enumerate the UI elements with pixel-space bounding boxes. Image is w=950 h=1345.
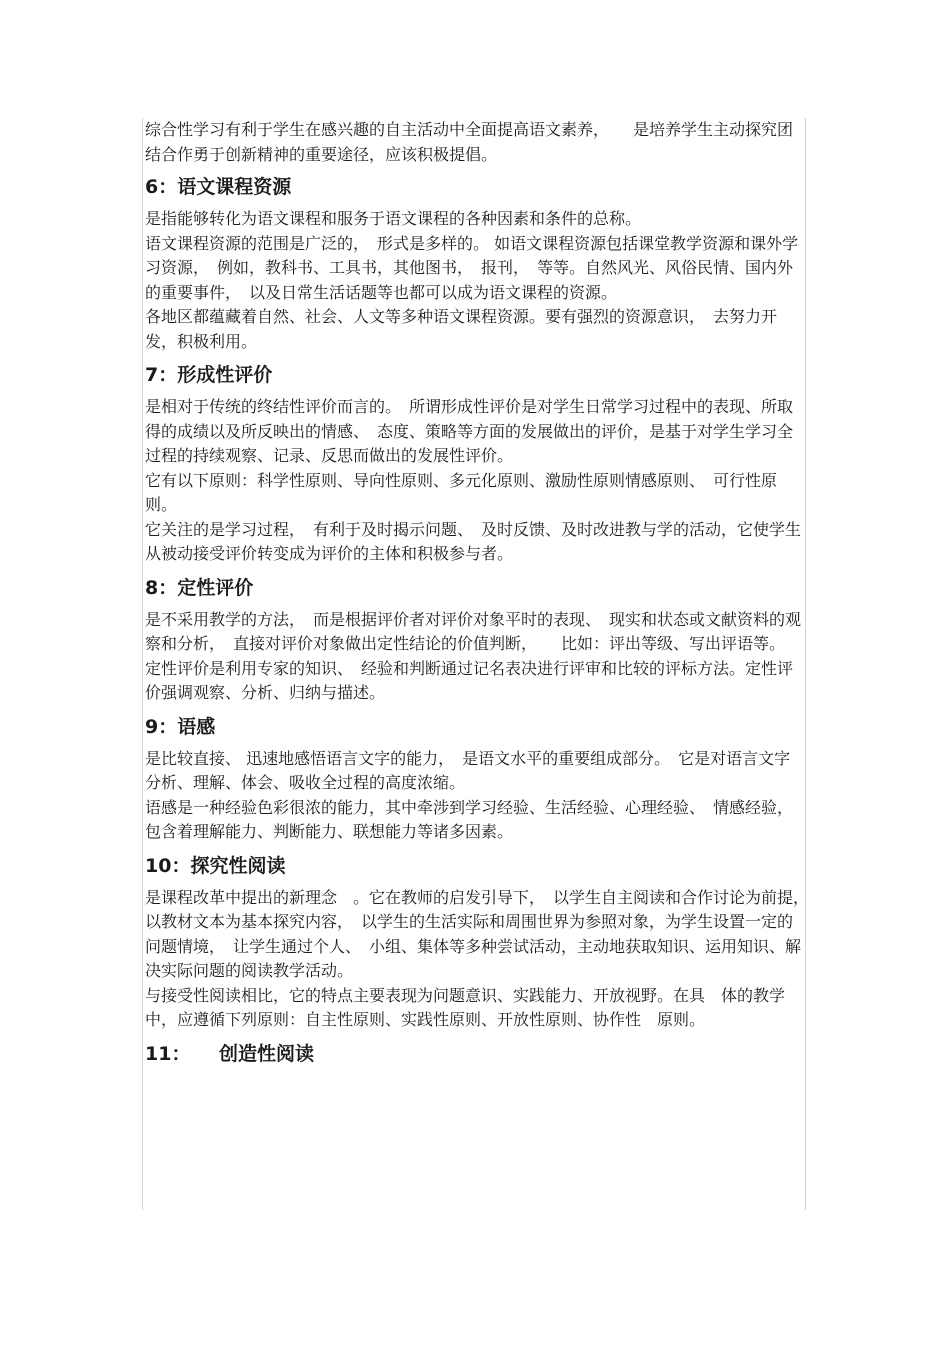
paragraph: 与接受性阅读相比，它的特点主要表现为问题意识、实践能力、开放视野。在具 体的教学中，应遵循下列原则：自主性原则、实践性原则、开放性原则、协作性 原则。 [145, 985, 786, 1029]
paragraph: 是比较直接、 迅速地感悟语言文字的能力， 是语文水平的重要组成部分。 它是对语言文字分析、理解、体会、吸收全过程的高度浓缩。 [145, 748, 791, 792]
paragraph: 各地区都蕴藏着自然、社会、人文等多种语文课程资源。要有强烈的资源意识， 去努力开发，积极利用。 [145, 307, 778, 351]
paragraph: 语文课程资源的范围是广泛的， 形式是多样的。 如语文课程资源包括课堂教学资源和课外学习资源， 例如，教科书、工具书，其他图书， 报刊， 等等。自然风光、风俗民情、国内外的重要事件， 以及日常生活话题等也都可以成为语文课程的资源。 [145, 233, 799, 302]
paragraph: 是不采用教学的方法， 而是根据评价者对评价对象平时的表现、 现实和状态或文献资料的观察和分析， 直接对评价对象做出定性结论的价值判断， 比如：评出等级、写出评语等。 [145, 609, 802, 653]
section-heading-7: 7：形成性评价 [145, 364, 273, 386]
paragraph: 是课程改革中提出的新理念 。它在教师的启发引导下， 以学生自主阅读和合作讨论为前提， 以教材文本为基本探究内容， 以学生的生活实际和周围世界为参照对象，为学生设置一定的问题情境， 让学生通过个人、 小组、集体等多种尝试活动，主动地获取知识、运用知识、解决实际问题的阅读教学活动。 [145, 887, 818, 980]
section-heading-10: 10：探究性阅读 [145, 854, 286, 877]
paragraph: 语感是一种经验色彩很浓的能力，其中牵涉到学习经验、生活经验、心理经验、 情感经验，包含着理解能力、判断能力、联想能力等诸多因素。 [145, 797, 794, 841]
paragraph: 它有以下原则：科学性原则、导向性原则、多元化原则、激励性原则情感原则、 可行性原则。 [145, 470, 778, 514]
paragraph: 是指能够转化为语文课程和服务于语文课程的各种因素和条件的总称。 [145, 209, 642, 228]
section-heading-6: 6：语文课程资源 [145, 176, 292, 198]
paragraph: 它关注的是学习过程， 有利于及时揭示问题、 及时反馈、及时改进教与学的活动，它使学生从被动接受评价转变成为评价的主体和积极参与者。 [145, 519, 802, 563]
paragraph: 是相对于传统的终结性评价而言的。 所谓形成性评价是对学生日常学习过程中的表现、所取得的成绩以及所反映出的情感、 态度、策略等方面的发展做出的评价，是基于对学生学习全过程的持续观察、记录、反思而做出的发展性评价。 [145, 397, 794, 465]
paragraph: 定性评价是利用专家的知识、 经验和判断通过记名表决进行评审和比较的评标方法。定性评价强调观察、分析、归纳与描述。 [145, 658, 794, 702]
section-heading-11: 11： 创造性阅读 [145, 1042, 314, 1065]
section-heading-8: 8：定性评价 [145, 576, 254, 599]
intro-paragraph: 综合性学习有利于学生在感兴趣的自主活动中全面提高语文素养， 是培养学生主动探究团结合作勇于创新精神的重要途径，应该积极提倡。 [145, 120, 794, 164]
document-body [145, 118, 818, 1067]
section-heading-9: 9：语感 [145, 715, 216, 738]
